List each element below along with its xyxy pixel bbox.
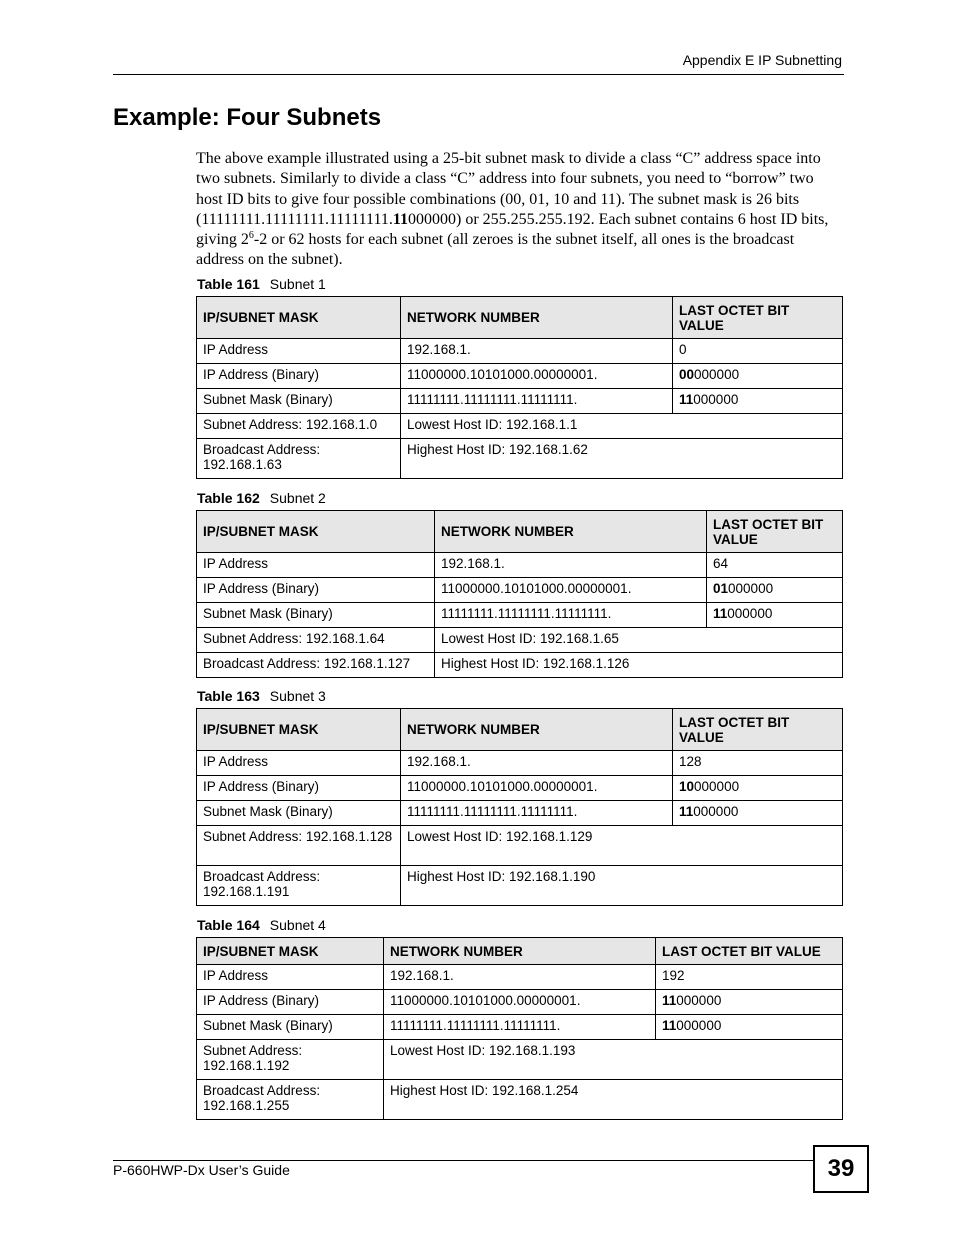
table-cell [673,364,843,389]
table-cell: 192.168.1. [384,965,656,990]
host-bits: 000000 [694,367,740,382]
table-cell: 11111111.11111111.11111111. [435,603,707,628]
table-cell: IP Address (Binary) [197,776,401,801]
column-header: NETWORK NUMBER [401,297,673,339]
host-bits: 000000 [727,606,773,621]
table-cell: Subnet Address: 192.168.1.0 [197,414,401,439]
subnet-table [196,937,843,1120]
table-cell: Subnet Address: 192.168.1.192 [197,1040,384,1080]
host-bits: 000000 [694,779,740,794]
borrowed-bits: 10 [679,779,695,794]
footer-divider [113,1160,813,1161]
table-cell: 64 [707,553,843,578]
table-caption-number: Table 162 [197,490,260,506]
table-row [197,653,843,678]
intro-text-3: -2 or 62 hosts for each subnet (all zeroes is the subnet itself, all ones is the broadcast address on the subnet). [196,231,795,269]
table-row [197,990,843,1015]
header-divider [113,74,844,75]
table-cell [673,776,843,801]
table-cell: Broadcast Address: 192.168.1.191 [197,866,401,906]
column-header: NETWORK NUMBER [384,938,656,965]
borrowed-bits: 01 [713,581,729,596]
table-caption-number: Table 163 [197,688,260,704]
table-cell: IP Address (Binary) [197,578,435,603]
table-row [197,776,843,801]
column-header: LAST OCTET BIT VALUE [673,709,843,751]
column-header: NETWORK NUMBER [435,511,707,553]
table-caption [197,688,326,704]
table-cell: Subnet Mask (Binary) [197,801,401,826]
column-header: LAST OCTET BIT VALUE [707,511,843,553]
table-cell: 11111111.11111111.11111111. [401,389,673,414]
table-cell: 11000000.10101000.00000001. [384,990,656,1015]
table-row [197,751,843,776]
page-title: Example: Four Subnets [113,104,382,131]
table-row [197,1040,843,1080]
table-cell: Broadcast Address: 192.168.1.127 [197,653,435,678]
table-cell: IP Address [197,339,401,364]
table-cell [707,603,843,628]
table-row [197,389,843,414]
table-cell: 128 [673,751,843,776]
column-header: IP/SUBNET MASK [197,297,401,339]
borrowed-bits: 00 [679,367,695,382]
host-bits: 000000 [693,804,739,819]
table-row [197,364,843,389]
table-cell: 11111111.11111111.11111111. [401,801,673,826]
table-caption [197,490,326,506]
table-caption-title: Subnet 1 [269,276,326,292]
table-cell: Lowest Host ID: 192.168.1.65 [435,628,843,653]
table-cell: IP Address [197,751,401,776]
table-caption-title: Subnet 3 [269,688,326,704]
table-cell: Highest Host ID: 192.168.1.254 [384,1080,843,1120]
table-cell [656,990,843,1015]
table-cell: Broadcast Address: 192.168.1.255 [197,1080,384,1120]
table-caption-title: Subnet 4 [269,917,326,933]
page-number: 39 [813,1145,869,1193]
table-row [197,553,843,578]
table-row [197,965,843,990]
host-bits: 000000 [693,392,739,407]
table-row [197,628,843,653]
table-cell [656,1015,843,1040]
table-cell: Subnet Mask (Binary) [197,1015,384,1040]
table-row [197,826,843,866]
footer-guide-title: P-660HWP-Dx User’s Guide [113,1162,290,1178]
table-cell: 192.168.1. [401,339,673,364]
table-cell: Subnet Mask (Binary) [197,603,435,628]
host-bits: 000000 [676,993,722,1008]
table-cell: Highest Host ID: 192.168.1.126 [435,653,843,678]
intro-text-1: The above example illustrated using a 25-bit subnet mask to divide a class “C” address space into two subnets. Similarly to divide a class “C” address into four subnets, you need to “borrow” two host ID bits to give four possible combinations (00, 01, 10 and 11). The subnet mask is 26 bits (11111111.11111111.11111111. [196,150,821,228]
table-row [197,866,843,906]
table-cell: IP Address [197,553,435,578]
table-row [197,801,843,826]
table-cell: Highest Host ID: 192.168.1.190 [401,866,843,906]
subnet-table [196,296,843,479]
table-caption [197,917,326,933]
table-cell [673,389,843,414]
column-header: IP/SUBNET MASK [197,709,401,751]
table-cell: IP Address (Binary) [197,990,384,1015]
table-cell: Subnet Address: 192.168.1.128 [197,826,401,866]
table-cell: 192 [656,965,843,990]
table-cell: Lowest Host ID: 192.168.1.193 [384,1040,843,1080]
table-cell: IP Address (Binary) [197,364,401,389]
table-row [197,603,843,628]
table-cell [673,801,843,826]
borrowed-bits: 11 [679,804,694,819]
table-row [197,339,843,364]
column-header: LAST OCTET BIT VALUE [673,297,843,339]
table-cell: Lowest Host ID: 192.168.1.129 [401,826,843,866]
table-caption-title: Subnet 2 [269,490,326,506]
borrowed-bits: 11 [713,606,728,621]
table-cell: 11111111.11111111.11111111. [384,1015,656,1040]
table-row [197,1080,843,1120]
table-cell [707,578,843,603]
subnet-table [196,708,843,906]
table-row [197,578,843,603]
table-row [197,439,843,479]
table-cell: 0 [673,339,843,364]
table-cell: Broadcast Address: 192.168.1.63 [197,439,401,479]
table-cell: 11000000.10101000.00000001. [401,776,673,801]
column-header: NETWORK NUMBER [401,709,673,751]
host-bits: 000000 [676,1018,722,1033]
table-cell: 192.168.1. [401,751,673,776]
column-header: IP/SUBNET MASK [197,938,384,965]
table-cell: 192.168.1. [435,553,707,578]
table-cell: Lowest Host ID: 192.168.1.1 [401,414,843,439]
table-caption-number: Table 161 [197,276,260,292]
table-cell: Subnet Address: 192.168.1.64 [197,628,435,653]
borrowed-bits: 11 [662,993,677,1008]
table-cell: Subnet Mask (Binary) [197,389,401,414]
table-cell: 11000000.10101000.00000001. [435,578,707,603]
table-caption-number: Table 164 [197,917,260,933]
subnet-table [196,510,843,678]
table-caption [197,276,326,292]
host-bits: 000000 [728,581,774,596]
intro-text-2: 000000) or 255.255.255.192. Each subnet contains 6 host ID bits, giving 2 [196,210,829,249]
column-header: IP/SUBNET MASK [197,511,435,553]
column-header: LAST OCTET BIT VALUE [656,938,843,965]
intro-paragraph [196,149,844,271]
table-cell: 11000000.10101000.00000001. [401,364,673,389]
borrowed-bits: 11 [679,392,694,407]
running-header: Appendix E IP Subnetting [682,52,842,68]
table-cell: Highest Host ID: 192.168.1.62 [401,439,843,479]
intro-bold-bits: 11 [392,210,408,228]
table-row [197,1015,843,1040]
intro-exponent: 6 [248,230,254,242]
borrowed-bits: 11 [662,1018,677,1033]
table-row [197,414,843,439]
table-cell: IP Address [197,965,384,990]
